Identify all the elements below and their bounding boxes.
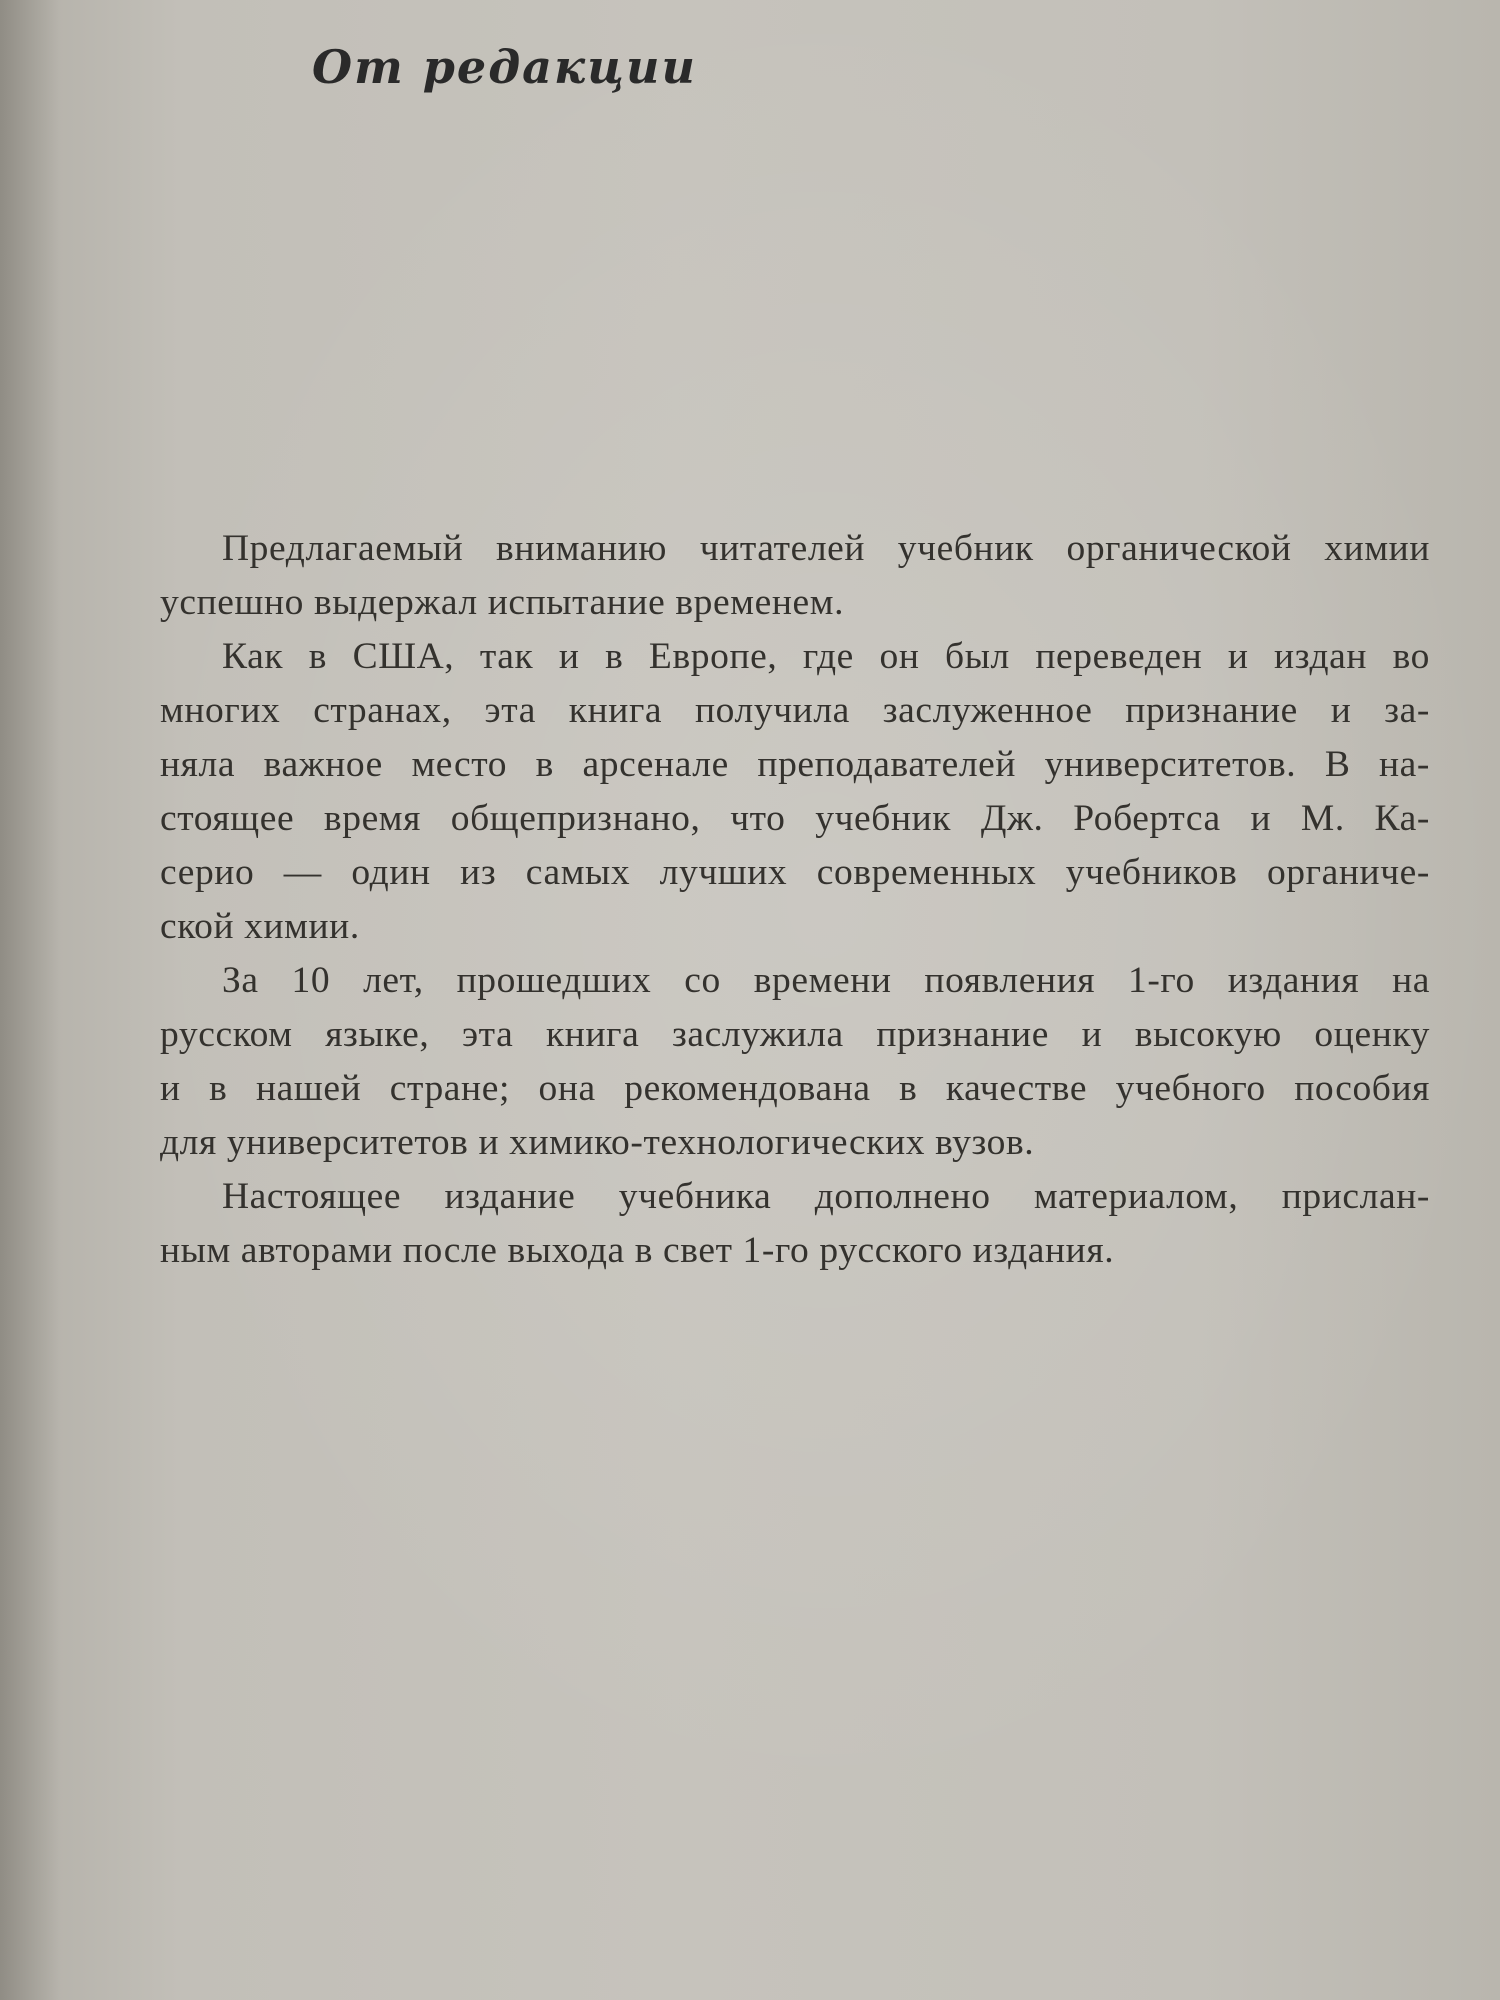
text-line: для университетов и химико-технологических вузов. [160,1122,1035,1163]
text-line: За 10 лет, прошедших со времени появления 1-го издания на [222,960,1430,1001]
paragraph-3 [98,954,1430,1170]
text-line: Как в США, так и в Европе, где он был переведен и издан во [222,636,1430,677]
paragraph-2 [98,630,1430,954]
page-gutter-shadow [0,0,60,2000]
text-line: няла важное место в арсенале преподавателей университетов. В на- [160,744,1430,785]
text-line: ным авторами после выхода в свет 1-го русского издания. [160,1230,1115,1271]
body-text [98,522,1430,1278]
text-line: Настоящее издание учебника дополнено материалом, прислан- [222,1176,1430,1217]
text-line: ской химии. [160,906,360,947]
paragraph-4 [98,1170,1430,1278]
text-line: русском языке, эта книга заслужила признание и высокую оценку [160,1014,1430,1055]
text-line: многих странах, эта книга получила заслуженное признание и за- [160,690,1430,731]
text-line: стоящее время общепризнано, что учебник Дж. Робертса и М. Ка- [160,798,1430,839]
text-line: Предлагаемый вниманию читателей учебник органической химии [222,528,1430,569]
paragraph-1 [98,522,1430,630]
section-heading: От редакции [312,40,697,94]
text-line: и в нашей стране; она рекомендована в качестве учебного пособия [160,1068,1430,1109]
text-line: серио — один из самых лучших современных учебников органиче- [160,852,1430,893]
text-line: успешно выдержал испытание временем. [160,582,845,623]
